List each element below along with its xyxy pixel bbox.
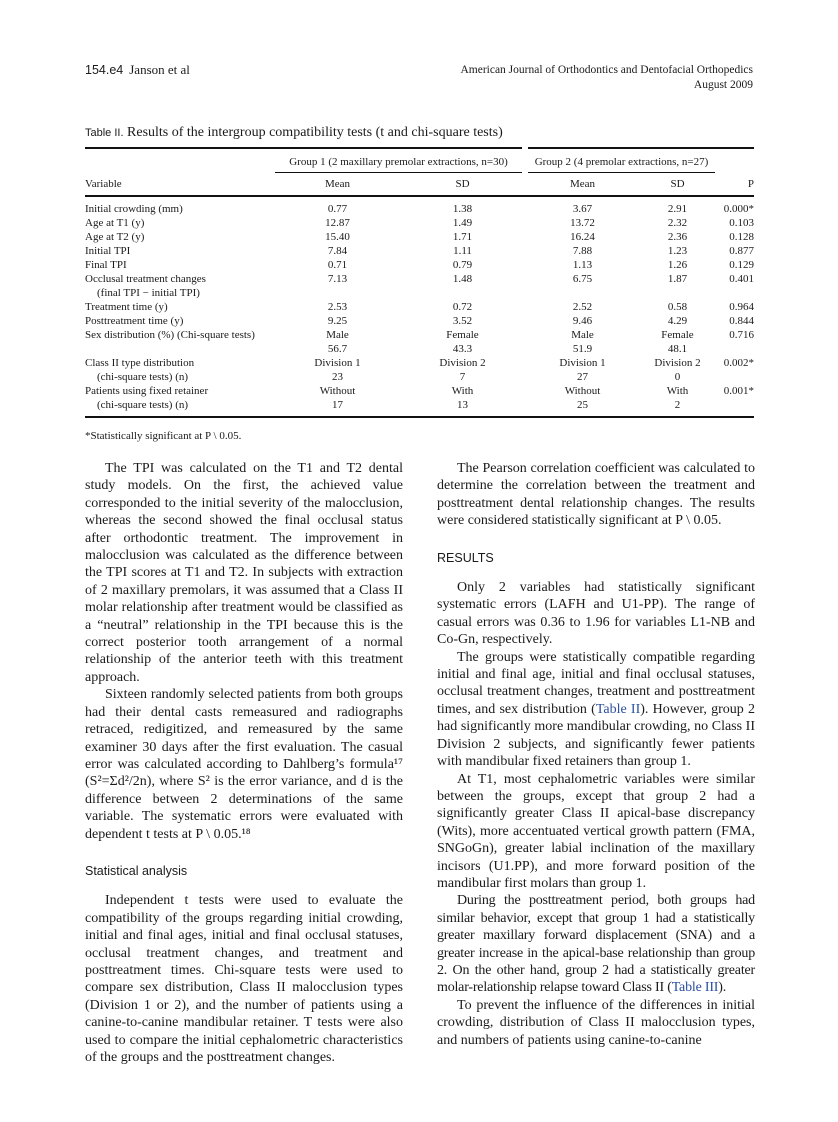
value-cell: 23	[332, 371, 343, 383]
table-title: Results of the intergroup compatibility tests (t and chi-square tests)	[127, 125, 503, 140]
variable-cell: (chi-square tests) (n)	[85, 398, 275, 417]
value-cell: Division 1	[559, 357, 606, 369]
value-cell: 3.52	[452, 315, 473, 327]
value-cell: 9.46	[572, 315, 593, 327]
value-cell: 0.716	[729, 329, 754, 341]
value-cell: 2.91	[667, 203, 688, 215]
value-cell: 7	[459, 371, 466, 383]
variable-cell: Initial crowding (mm)	[85, 203, 183, 215]
page-number: 154.e4	[85, 63, 124, 77]
table-row	[85, 230, 754, 244]
table-caption	[85, 125, 503, 141]
value-cell: 0.002*	[723, 357, 754, 369]
value-cell: 27	[577, 371, 588, 383]
value-cell: 13.72	[570, 217, 595, 229]
text: ).	[718, 980, 727, 996]
value-cell: 4.29	[667, 315, 688, 327]
issue-date: August 2009	[693, 79, 753, 91]
paragraph: Independent t tests were used to evaluate the compatibility of the groups regarding initial crowding, initial and final ages, initial and final occlusal statuses, occlusal treatment changes, and treatment and posttreatment times. Chi-square tests were used to compare sex distribution, Class II malocclusion types (Division 1 or 2), and the number of patients using a canine-to-canine mandibular retainer. T tests were also used to compare the initial cephalometric characteristics of the groups and the posttreatment changes.	[85, 893, 403, 1065]
value-cell: Without	[319, 385, 356, 397]
table-row	[85, 384, 754, 398]
paragraph: To prevent the influence of the differences in initial crowding, distribution of Class II malocclusion types, and numbers of patients using canine-to-canine	[437, 997, 755, 1048]
table-row	[85, 342, 754, 356]
variable-cell: Age at T1 (y)	[85, 217, 145, 229]
table-row	[85, 314, 754, 328]
value-cell: 25	[525, 398, 640, 417]
value-cell: 2.52	[572, 301, 593, 313]
value-cell: Division 2	[439, 357, 486, 369]
table-row	[85, 370, 754, 384]
running-header-left	[85, 62, 190, 78]
value-cell: 0.77	[327, 203, 348, 215]
journal-name: American Journal of Orthodontics and Dentofacial Orthopedics	[460, 64, 753, 76]
value-cell: 1.48	[452, 273, 473, 285]
running-header-right	[460, 63, 753, 93]
value-cell: Male	[326, 329, 349, 341]
paragraph: At T1, most cephalometric variables were similar between the groups, except that group 2 had a significantly greater Class II apical-base discrepancy (Wits), more accentuated vertical growth pattern (FMA, SNGoGn), greater labial inclination of the maxillary incisors (U1.PP), and more forward position of the mandibular first molars than group 1.	[437, 771, 755, 891]
value-cell: Division 2	[654, 357, 701, 369]
value-cell: 12.87	[325, 217, 350, 229]
value-cell: 0.72	[452, 301, 473, 313]
value-cell: 2.53	[327, 301, 348, 313]
value-cell: Division 1	[314, 357, 361, 369]
value-cell: Female	[446, 329, 479, 341]
col-sd: SD	[640, 173, 715, 197]
value-cell: 1.49	[452, 217, 473, 229]
value-cell: Male	[571, 329, 594, 341]
variable-cell: Final TPI	[85, 259, 127, 271]
variable-cell: Initial TPI	[85, 245, 131, 257]
table-row	[85, 398, 754, 417]
value-cell: 1.23	[667, 245, 688, 257]
left-column	[85, 460, 403, 1066]
section-heading: Statistical analysis	[85, 863, 188, 878]
table-row	[85, 216, 754, 230]
table-row	[85, 328, 754, 342]
text: During the posttreatment period, both groups had similar behavior, except that group 1 had a statistically greater maxillary forward displacement (SNA) and a greater increase in the apical-base relationship than group 2. On the other hand, group 2 had a statistically greater molar-relationship relapse toward Class II (	[437, 893, 755, 996]
right-column	[437, 460, 755, 1049]
value-cell: 0.103	[729, 217, 754, 229]
value-cell: 43.3	[452, 343, 473, 355]
text: The groups were statistically compatible regarding initial and final age, initial and final occlusal statuses, occlusal treatment changes, treatment and posttreatment times, and sex distribution (	[437, 649, 755, 717]
value-cell: 2	[640, 398, 715, 417]
table-footnote: *Statistically significant at P \ 0.05.	[85, 430, 242, 442]
value-cell: 1.13	[572, 259, 593, 271]
value-cell: 0.844	[729, 315, 754, 327]
col-sd: SD	[400, 173, 525, 197]
value-cell: 56.7	[327, 343, 348, 355]
value-cell: 7.13	[327, 273, 348, 285]
value-cell: 0	[674, 371, 681, 383]
value-cell: 0.000*	[723, 203, 754, 215]
table-row	[85, 356, 754, 370]
value-cell: 51.9	[572, 343, 593, 355]
value-cell	[400, 286, 525, 300]
value-cell: 0.71	[327, 259, 348, 271]
value-cell: 2.32	[667, 217, 688, 229]
text: ). However, group 2 had significantly more mandibular crowding, no Class II Division 2 subjects, and significantly fewer patients with mandibular fixed retainers than group 1.	[437, 701, 755, 770]
value-cell: 0.877	[729, 245, 754, 257]
paragraph	[437, 649, 755, 771]
value-cell: With	[666, 385, 689, 397]
value-cell: 0.58	[667, 301, 688, 313]
group1-header: Group 1 (2 maxillary premolar extractions, n=30)	[275, 148, 525, 173]
paragraph: The Pearson correlation coefficient was calculated to determine the correlation between the treatment and posttreatment dental relationship changes. The results were considered statistically significant at P \ 0.05.	[437, 461, 755, 529]
value-cell: Without	[564, 385, 601, 397]
variable-cell: (chi-square tests) (n)	[97, 371, 189, 383]
group2-header: Group 2 (4 premolar extractions, n=27)	[525, 148, 715, 173]
value-cell: 1.11	[453, 245, 472, 257]
table-row	[85, 244, 754, 258]
section-heading: RESULTS	[437, 550, 494, 565]
col-p: P	[715, 173, 754, 197]
value-cell: 0.964	[729, 301, 754, 313]
table-label: Table II.	[85, 127, 124, 139]
paragraph: Sixteen randomly selected patients from both groups had their dental casts remeasured and radiographs retraced, redigitized, and remeasured by the same examiner 30 days after the first evaluation. The casual error was calculated according to Dahlberg’s formula¹⁷ (S²=Σd²/2n), where S² is the error variance, and d is the difference between 2 determinations of the same variable. The systematic errors were evaluated with dependent t tests at P \ 0.05.¹⁸	[85, 687, 403, 842]
value-cell: 17	[275, 398, 400, 417]
value-cell: 1.87	[667, 273, 688, 285]
variable-cell: Class II type distribution	[85, 357, 195, 369]
value-cell	[640, 286, 715, 300]
paragraph: The TPI was calculated on the T1 and T2 dental study models. On the first, the achieved value corresponded to the initial severity of the malocclusion, whereas the second showed the final occlusal status after orthodontic treatment. The improvement in malocclusion was calculated as the difference between the TPI scores at T1 and T2. In subjects with extraction of 2 maxillary premolars, it was assumed that a Class II molar relationship after treatment would be classified as a “neutral” relationship in the TPI because this is the correct posterior tooth arrangement of a normal relationship of the anterior teeth with this treatment approach.	[85, 461, 403, 685]
table-link[interactable]: Table II	[595, 701, 641, 717]
value-cell: Female	[661, 329, 694, 341]
value-cell	[715, 286, 754, 300]
value-cell: 2.36	[667, 231, 688, 243]
value-cell: 7.84	[327, 245, 348, 257]
table-row	[85, 300, 754, 314]
value-cell: 6.75	[572, 273, 593, 285]
results-table	[85, 147, 754, 418]
variable-cell: Occlusal treatment changes	[85, 273, 206, 285]
value-cell: 15.40	[325, 231, 350, 243]
authors: Janson et al	[129, 62, 190, 77]
variable-cell: (final TPI − initial TPI)	[97, 287, 200, 299]
value-cell: 1.71	[452, 231, 473, 243]
value-cell: 0.001*	[723, 385, 754, 397]
col-mean: Mean	[525, 173, 640, 197]
value-cell: 9.25	[327, 315, 348, 327]
value-cell: 13	[400, 398, 525, 417]
variable-cell: Sex distribution (%) (Chi-square tests)	[85, 329, 255, 341]
value-cell: 0.401	[729, 273, 754, 285]
value-cell: 0.79	[452, 259, 473, 271]
value-cell	[715, 398, 754, 417]
col-mean: Mean	[275, 173, 400, 197]
variable-cell	[85, 342, 275, 356]
value-cell	[525, 286, 640, 300]
value-cell	[275, 286, 400, 300]
variable-cell: Posttreatment time (y)	[85, 315, 184, 327]
paragraph: Only 2 variables had statistically significant systematic errors (LAFH and U1-PP). The range of casual errors was 0.36 to 1.96 for variables L1-NB and Co-Gn, respectively.	[437, 580, 755, 648]
variable-cell: Age at T2 (y)	[85, 231, 145, 243]
value-cell: 1.38	[452, 203, 473, 215]
table-link[interactable]: Table III	[671, 980, 719, 996]
value-cell: 1.26	[667, 259, 688, 271]
col-variable: Variable	[85, 173, 275, 197]
paragraph	[437, 892, 755, 996]
value-cell: With	[451, 385, 474, 397]
value-cell: 3.67	[572, 203, 593, 215]
table-row	[85, 196, 754, 216]
value-cell	[715, 370, 754, 384]
table-row	[85, 286, 754, 300]
variable-cell: Treatment time (y)	[85, 301, 168, 313]
table-row	[85, 272, 754, 286]
variable-cell: Patients using fixed retainer	[85, 385, 209, 397]
table-row	[85, 258, 754, 272]
value-cell	[715, 342, 754, 356]
value-cell: 16.24	[570, 231, 595, 243]
value-cell: 0.128	[729, 231, 754, 243]
value-cell: 7.88	[572, 245, 593, 257]
value-cell: 48.1	[667, 343, 688, 355]
value-cell: 0.129	[729, 259, 754, 271]
